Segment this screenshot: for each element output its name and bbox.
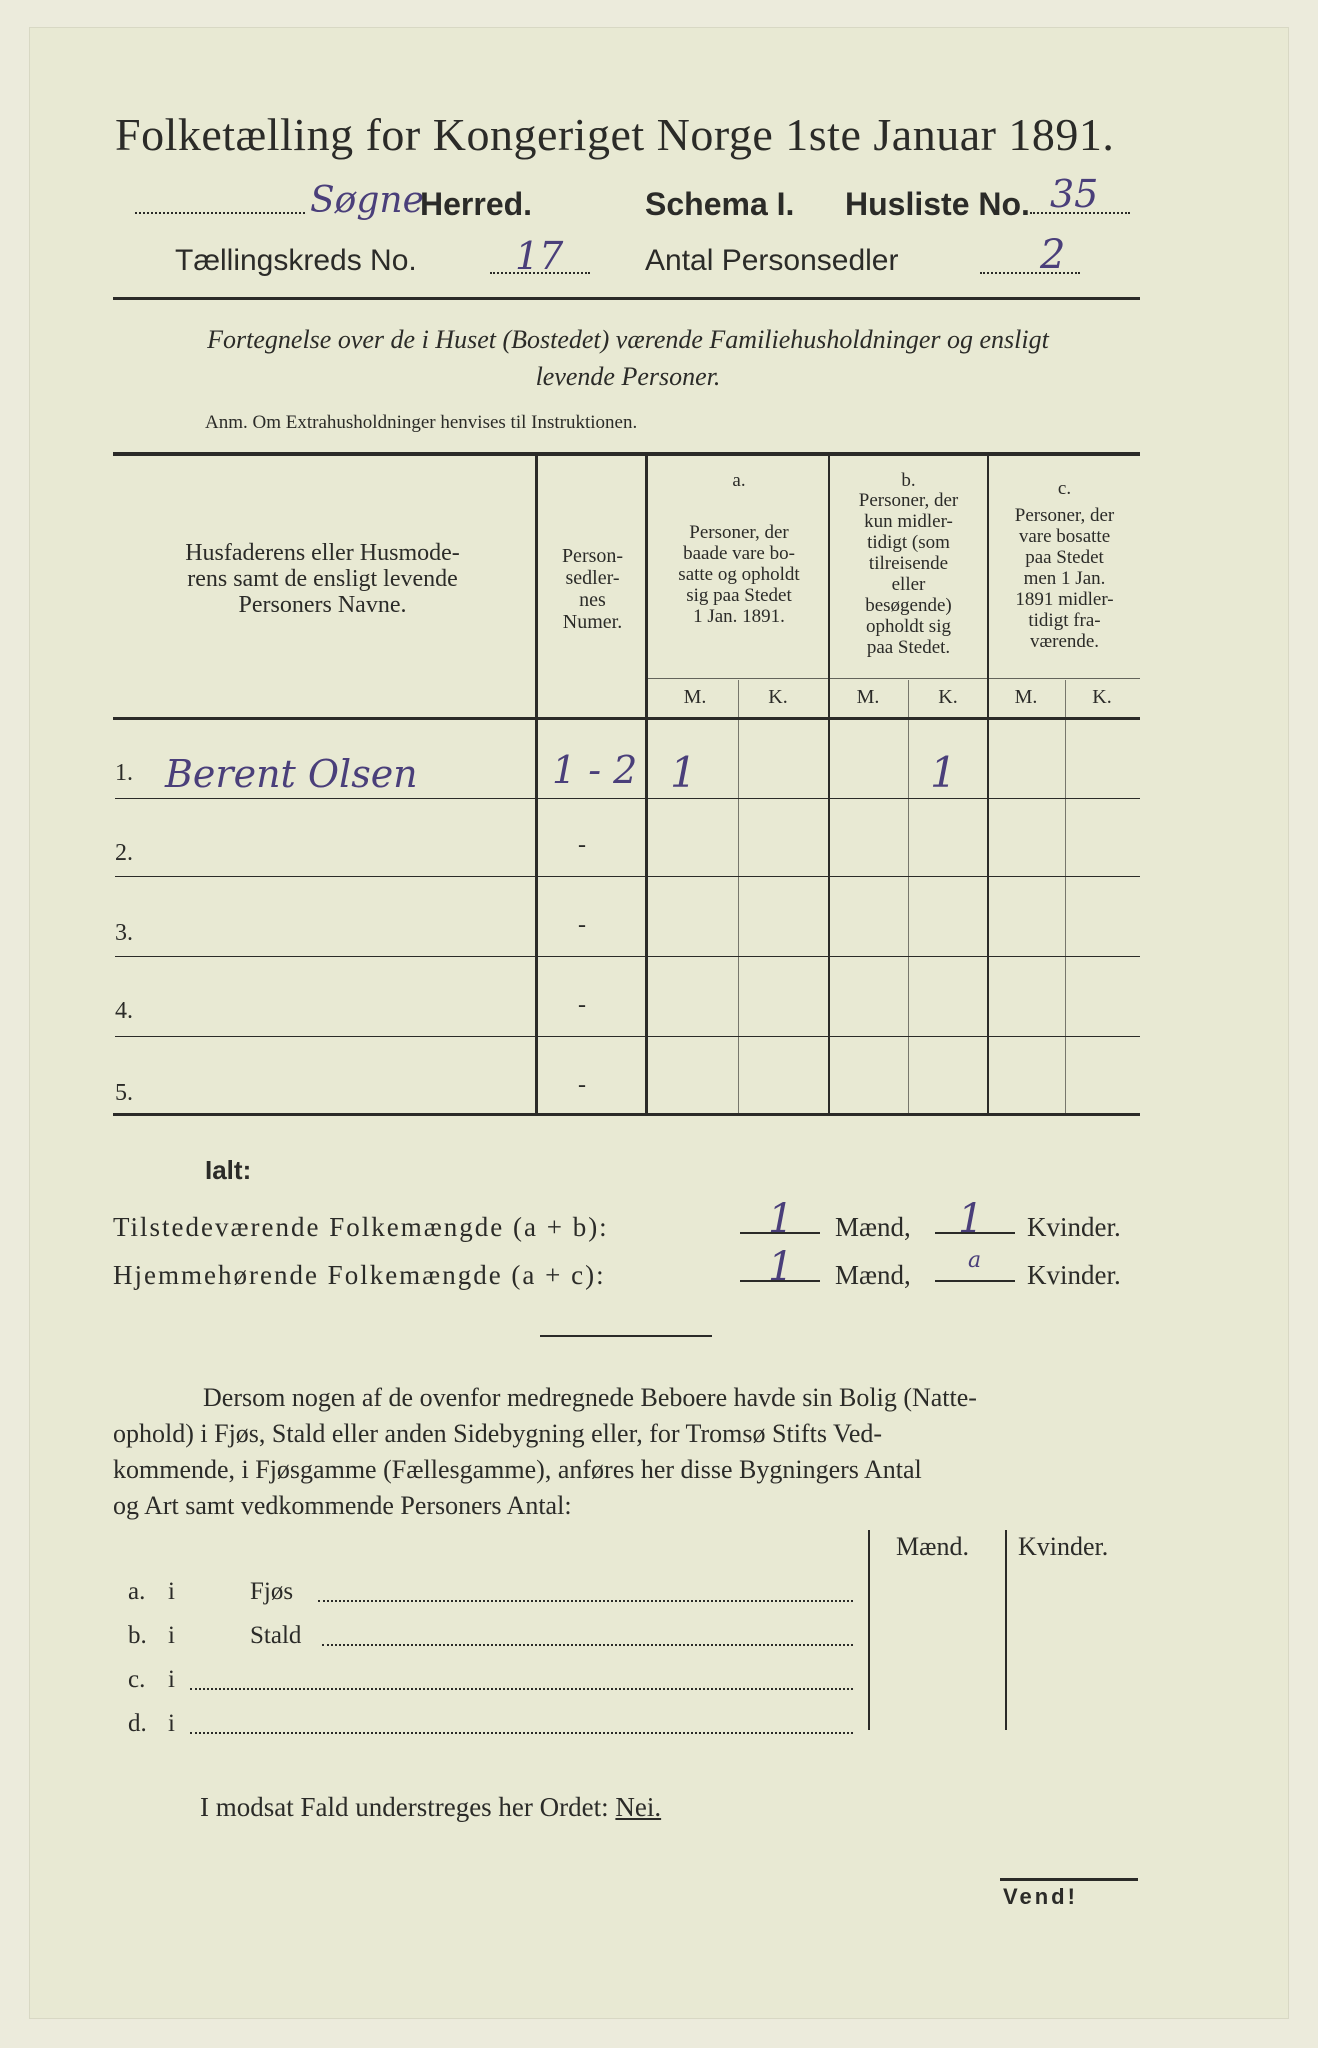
tilstede-kvinder-value: 1 <box>958 1196 984 1242</box>
intro-line1: Fortegnelse over de i Huset (Bostedet) værende Familiehusholdninger og ensligt <box>207 325 1049 354</box>
husliste-label: Husliste No. <box>845 186 1030 222</box>
col-divider-a-mk <box>738 680 739 1116</box>
vend-label: Vend! <box>1003 1884 1078 1909</box>
tilstede-maend-value: 1 <box>768 1196 794 1242</box>
row-number-4: 4. <box>115 998 133 1024</box>
row-rule-3 <box>115 956 1140 957</box>
tilstede-maend-label: Mænd, <box>835 1212 911 1242</box>
hjemme-maend-value: 1 <box>768 1244 794 1290</box>
building-row-a-letter: a. <box>128 1578 146 1605</box>
building-row-c-letter: c. <box>128 1666 146 1693</box>
building-row-d-prep: i <box>168 1710 175 1737</box>
antal-value: 2 <box>1040 232 1066 278</box>
col-a-letter: a. <box>732 470 746 491</box>
tilstede-kvinder-label: Kvinder. <box>1027 1212 1121 1242</box>
row-sedler-3: - <box>578 912 586 938</box>
tilstede-label: Tilstedeværende Folkemængde (a + b): <box>113 1212 609 1242</box>
schema-label: Schema I. <box>645 186 795 222</box>
buildings-divider-1 <box>868 1530 870 1730</box>
building-row-b-letter: b. <box>128 1622 147 1649</box>
c-k-label: K. <box>1092 686 1112 708</box>
mk-top-rule <box>645 678 1140 679</box>
table-header-rule <box>113 717 1140 720</box>
buildings-divider-2 <box>1005 1530 1007 1730</box>
col-c-header: Personer, der vare bosatte paa Stedet men 1 Jan. 1891 midler- tidigt fra- værende. <box>1014 505 1115 652</box>
kreds-label: Tællingskreds No. <box>175 244 417 277</box>
building-row-d-letter: d. <box>128 1710 147 1737</box>
c-m-label: M. <box>1014 686 1038 708</box>
buildings-paragraph: Dersom nogen af de ovenfor medregnede Beboere havde sin Bolig (Natte- ophold) i Fjøs, Stald eller anden Sidebygning eller, for Tromsø Stifts Ved- kommende, i Fjøsgamme (Fællesgamme), anføres her disse Bygningers Antal og Art samt vedkommende Personers Antal: <box>113 1383 977 1520</box>
row-rule-1 <box>115 798 1140 799</box>
a-m-label: M. <box>683 686 707 708</box>
row-number-3: 3. <box>115 920 133 946</box>
husliste-value: 35 <box>1050 172 1099 216</box>
herred-value: Søgne <box>310 180 424 221</box>
building-row-c-prep: i <box>168 1666 175 1693</box>
buildings-maend-header: Mænd. <box>896 1532 969 1561</box>
building-row-c-dots <box>190 1688 853 1690</box>
hjemme-label: Hjemmehørende Folkemængde (a + c): <box>113 1260 606 1290</box>
intro-note: Anm. Om Extrahusholdninger henvises til Instruktionen. <box>205 412 638 433</box>
col-num-header: Person- sedler- nes Numer. <box>561 545 624 633</box>
building-row-a-label: Fjøs <box>250 1578 294 1605</box>
footer-text <box>200 1792 661 1823</box>
row-rule-2 <box>115 876 1140 877</box>
row-number-5: 5. <box>115 1080 133 1106</box>
col-divider-num <box>645 456 648 1116</box>
row-sedler-4: - <box>578 992 586 1018</box>
col-b-letter: b. <box>901 470 916 491</box>
table-top-rule <box>113 452 1140 456</box>
row-sedler-5: - <box>578 1072 586 1098</box>
row-number-2: 2. <box>115 840 133 866</box>
col-b-header: Personer, der kun midler- tidigt (som tilreisende eller besøgende) opholdt sig paa Stedet. <box>858 490 959 658</box>
hjemme-kvinder-line <box>935 1280 1015 1282</box>
row-sedler-1: 1 - 2 <box>552 748 638 792</box>
building-row-b-label: Stald <box>250 1622 302 1649</box>
building-row-d-dots <box>190 1732 853 1734</box>
table-bottom-rule <box>113 1113 1140 1116</box>
row-sedler-2: - <box>578 832 586 858</box>
row-rule-4 <box>115 1036 1140 1037</box>
herred-label: Herred. <box>420 186 533 222</box>
building-row-a-dots <box>318 1600 853 1602</box>
intro-line2: levende Personer. <box>535 362 721 391</box>
form-title: Folketælling for Kongeriget Norge 1ste Januar 1891. <box>115 109 1115 160</box>
buildings-kvinder-header: Kvinder. <box>1018 1532 1109 1561</box>
footer-word-nei: Nei. <box>615 1792 662 1822</box>
ialt-label: Ialt: <box>205 1155 252 1185</box>
col-c-letter: c. <box>1057 478 1072 499</box>
a-k-label: K. <box>768 686 788 708</box>
col-divider-c-mk <box>1065 680 1066 1116</box>
b-k-label: K. <box>938 686 958 708</box>
col-a-header: Personer, der baade vare bo- satte og opholdt sig paa Stedet 1 Jan. 1891. <box>678 522 800 627</box>
header-rule <box>113 297 1140 300</box>
row-a-m-1: 1 <box>670 748 697 797</box>
footer-statement: I modsat Fald understreges her Ordet: <box>200 1792 609 1822</box>
kreds-value: 17 <box>515 234 564 278</box>
hjemme-maend-label: Mænd, <box>835 1260 911 1290</box>
antal-label: Antal Personsedler <box>645 244 899 277</box>
herred-dots <box>135 212 305 214</box>
col-name-header: Husfaderens eller Husmode- rens samt de ensligt levende Personers Navne. <box>185 540 460 618</box>
row-number-1: 1. <box>115 760 133 786</box>
b-m-label: M. <box>856 686 880 708</box>
row-name-1: Berent Olsen <box>165 752 418 796</box>
col-divider-b-mk <box>908 680 909 1116</box>
vend-rule <box>1000 1878 1138 1881</box>
row-b-k-1: 1 <box>930 748 957 797</box>
hjemme-kvinder-label: Kvinder. <box>1027 1260 1121 1290</box>
col-divider-name <box>535 456 538 1116</box>
section-divider <box>540 1335 712 1337</box>
building-row-a-prep: i <box>168 1578 175 1605</box>
building-row-b-prep: i <box>168 1622 175 1649</box>
building-row-b-dots <box>322 1644 853 1646</box>
hjemme-kvinder-value: a <box>968 1248 982 1273</box>
